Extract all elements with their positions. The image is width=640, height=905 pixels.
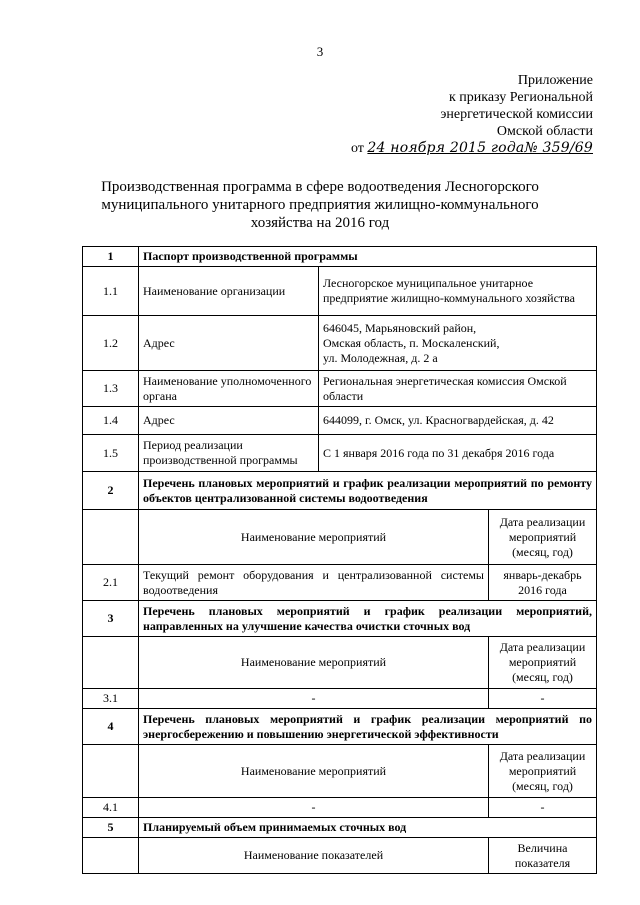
section-4-title: Перечень плановых мероприятий и график реализации мероприятий по энергосбережению и повышению энергетической эффективности [139, 709, 597, 745]
document-title: Производственная программа в сфере водоотведения Лесногорского муниципального унитарного предприятия жилищно-коммунального хозяйства на 2016 год [101, 179, 539, 231]
row-label: Период реализации производственной программы [139, 435, 319, 472]
row-name: Текущий ремонт оборудования и централизованной системы водоотведения [139, 565, 489, 601]
column-header-name: Наименование мероприятий [139, 510, 489, 565]
column-header-date: Дата реализации мероприятий (месяц, год) [489, 745, 597, 798]
section-2-columns [83, 510, 597, 565]
row-num: 1.3 [83, 371, 139, 407]
appendix-line-4: Омской области [496, 124, 593, 139]
column-header-date: Дата реализации мероприятий (месяц, год) [489, 510, 597, 565]
row-date: - [489, 689, 597, 709]
address-line-2: Омская область, п. Москаленский, [323, 335, 500, 350]
section-1-num: 1 [83, 247, 139, 267]
from-label: от [350, 141, 364, 156]
appendix-line-2: к приказу Региональной [448, 90, 593, 105]
section-2-title: Перечень плановых мероприятий и график реализации мероприятий по ремонту объектов централизованной системы водоотведения [139, 472, 597, 510]
row-num: 1.5 [83, 435, 139, 472]
row-value: 644099, г. Омск, ул. Красногвардейская, д. 42 [319, 407, 597, 435]
row-value: С 1 января 2016 года по 31 декабря 2016 года [319, 435, 597, 472]
row-num: 4.1 [83, 798, 139, 818]
section-4-header [83, 709, 597, 745]
row-label: Адрес [139, 407, 319, 435]
page-number: 3 [316, 44, 324, 59]
column-header-name: Наименование мероприятий [139, 745, 489, 798]
table-row [83, 316, 597, 371]
table-row [83, 435, 597, 472]
section-4-num: 4 [83, 709, 139, 745]
row-value: Региональная энергетическая комиссия Омской области [319, 371, 597, 407]
section-4-columns [83, 745, 597, 798]
section-5-header [83, 818, 597, 838]
row-num: 1.4 [83, 407, 139, 435]
table-row [83, 407, 597, 435]
row-name: - [139, 689, 489, 709]
table-row [83, 798, 597, 818]
section-1-title: Паспорт производственной программы [139, 247, 597, 267]
column-header-name: Наименование показателей [139, 838, 489, 874]
row-date: январь-декабрь 2016 года [489, 565, 597, 601]
row-date: - [489, 798, 597, 818]
appendix-block [351, 72, 593, 157]
handwritten-date: 24 ноября 2015 года [367, 140, 525, 156]
table-row [83, 565, 597, 601]
row-num: 3.1 [83, 689, 139, 709]
empty-cell [83, 510, 139, 565]
column-header-date: Дата реализации мероприятий (месяц, год) [489, 637, 597, 689]
handwritten-number: № 359/69 [524, 140, 593, 156]
row-value: Лесногорское муниципальное унитарное предприятие жилищно-коммунального хозяйства [319, 267, 597, 316]
table-row [83, 689, 597, 709]
section-2-num: 2 [83, 472, 139, 510]
row-value [319, 316, 597, 371]
section-5-title: Планируемый объем принимаемых сточных вод [139, 818, 597, 838]
section-1-header [83, 247, 597, 267]
appendix-date-line [351, 140, 593, 157]
table-row [83, 267, 597, 316]
section-3-num: 3 [83, 601, 139, 637]
section-5-columns [83, 838, 597, 874]
empty-cell [83, 745, 139, 798]
address-line-1: 646045, Марьяновский район, [323, 320, 477, 335]
address-line-3: ул. Молодежная, д. 2 а [323, 350, 438, 365]
appendix-line-3: энергетической комиссии [440, 107, 593, 122]
table-row [83, 371, 597, 407]
appendix-line-1: Приложение [517, 73, 593, 88]
empty-cell [83, 637, 139, 689]
empty-cell [83, 838, 139, 874]
column-header-name: Наименование мероприятий [139, 637, 489, 689]
row-label: Адрес [139, 316, 319, 371]
section-3-columns [83, 637, 597, 689]
row-num: 1.2 [83, 316, 139, 371]
section-5-num: 5 [83, 818, 139, 838]
section-2-header [83, 472, 597, 510]
section-3-header [83, 601, 597, 637]
row-label: Наименование уполномоченного органа [139, 371, 319, 407]
column-header-value: Величина показателя [489, 838, 597, 874]
row-label: Наименование организации [139, 267, 319, 316]
row-num: 1.1 [83, 267, 139, 316]
section-3-title: Перечень плановых мероприятий и график реализации мероприятий, направленных на улучшение качества очистки сточных вод [139, 601, 597, 637]
program-table [82, 246, 597, 874]
row-num: 2.1 [83, 565, 139, 601]
row-name: - [139, 798, 489, 818]
